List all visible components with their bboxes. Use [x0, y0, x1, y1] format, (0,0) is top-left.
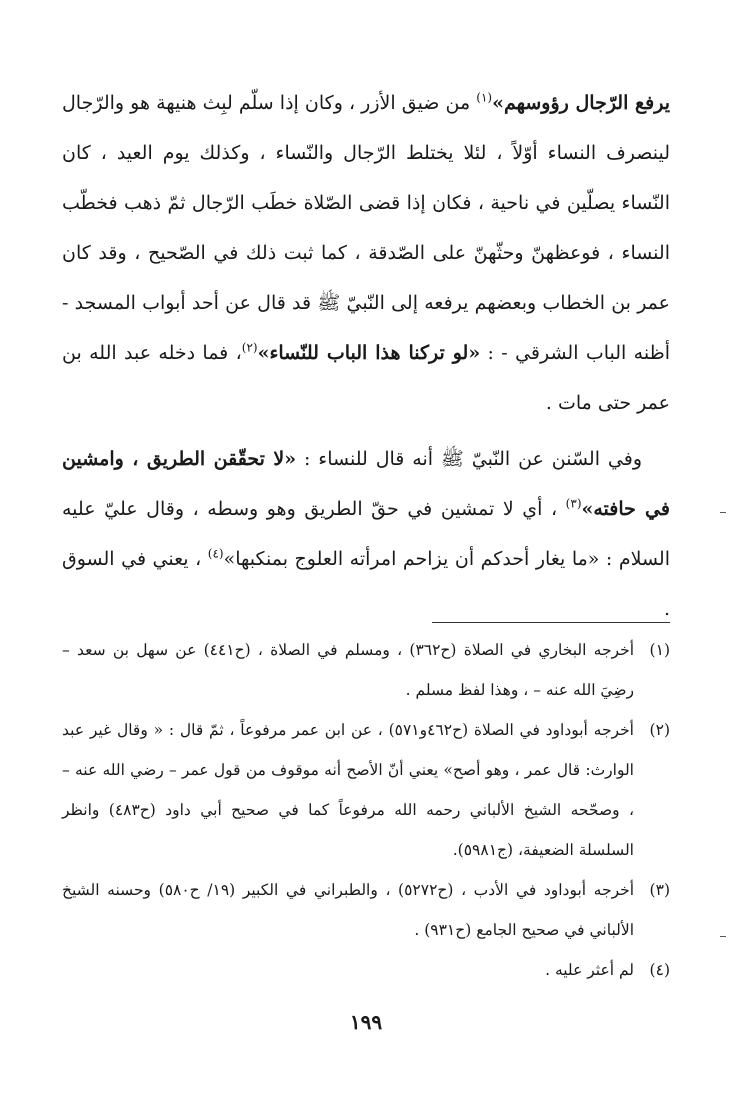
footnote-2: [62, 710, 670, 870]
footnote-number: (٤): [649, 961, 670, 979]
paragraph-2-end: ، يعني في السوق .: [62, 548, 670, 620]
paragraph-1: [62, 78, 670, 428]
hadith-quote-3: «لا تحقّقن الطريق ، وامشين في حافته»: [62, 448, 670, 520]
paragraph-2-intro: وفي السّنن عن النّبيّ ﷺ أنه قال للنساء :: [296, 448, 643, 470]
footnote-4: [62, 950, 670, 990]
footnote-ref-4[interactable]: (٤): [207, 546, 224, 561]
footnote-number: (٢): [649, 721, 670, 739]
footnote-3: [62, 870, 670, 950]
footnote-ref-1[interactable]: (١): [476, 90, 493, 105]
margin-mark: [720, 512, 726, 513]
footnote-ref-2[interactable]: (٢): [241, 340, 258, 355]
footnote-number: (١): [649, 641, 670, 659]
page-number: ١٩٩: [349, 1010, 383, 1034]
footnote-text: أخرجه أبوداود في الأدب ، (ح٥٢٧٢) ، والطبراني في الكبير (١٩/ ح٥٨٠) وحسنه الشيخ الألباني في صحيح الجامع (ح٩٣١) .: [62, 881, 635, 939]
paragraph-2-text: ، أي لا تمشين في حقّ الطريق وهو وسطه ، وقال عليّ عليه السلام : «ما يغار أحدكم أن يزاحم امرأته العلوج بمنكبها»: [62, 498, 670, 570]
footnote-text: أخرجه أبوداود في الصلاة (ح٤٦٢و٥٧١) ، عن ابن عمر مرفوعاً ، ثمّ قال : « وقال غير عبد الوارث: قال عمر ، وهو أصح» يعني أنّ الأصح أنه موقوف من قول عمر – رضي الله عنه – ، وصحّحه الشيخ الألباني رحمه الله مرفوعاً كما في صحيح أبي داود (ح٤٨٣) وانظر السلسلة الضعيفة، (ج٥٩٨١).: [62, 721, 634, 859]
footnote-1: [62, 630, 670, 710]
hadith-quote-2: «لو تركنا هذا الباب للنّساء»: [257, 342, 481, 364]
footnote-text: لم أعثر عليه .: [545, 961, 634, 979]
paragraph-1-text: من ضيق الأزر ، وكان إذا سلّم لبِث هنيهة هو والرّجال لينصرف النساء أوّلاً ، لئلا يختلط الرّجال والنّساء ، وكذلك يوم العيد ، كان النّساء يصلّين في ناحية ، فكان إذا قضى الصّلاة خطَب الرّجال ثمّ ذهب فخطّب النساء ، فوعظهنّ وحثّهنّ على الصّدقة ، كما ثبت ذلك في الصّحيح ، وقد كان عمر بن الخطاب وبعضهم يرفعه إلى النّبيّ ﷺ قد قال عن أحد أبواب المسجد - أظنه الباب الشرقي - :: [62, 92, 670, 364]
hadith-quote-1: يرفع الرّجال رؤوسهم»: [492, 92, 670, 114]
footnotes-section: [62, 630, 670, 990]
main-text-block: [62, 78, 670, 634]
footnote-number: (٣): [649, 881, 670, 899]
footnote-divider: [432, 622, 670, 623]
footnote-ref-3[interactable]: (٣): [565, 496, 582, 511]
footnote-text: أخرجه البخاري في الصلاة (ح٣٦٢) ، ومسلم في الصلاة ، (ح٤٤١) عن سهل بن سعد – رضِيَ الله عنه – ، وهذا لفظ مسلم .: [62, 641, 634, 699]
paragraph-2: [62, 434, 670, 634]
paragraph-1-end: ، فما دخله عبد الله بن عمر حتى مات .: [62, 342, 670, 414]
margin-mark: [720, 936, 726, 937]
